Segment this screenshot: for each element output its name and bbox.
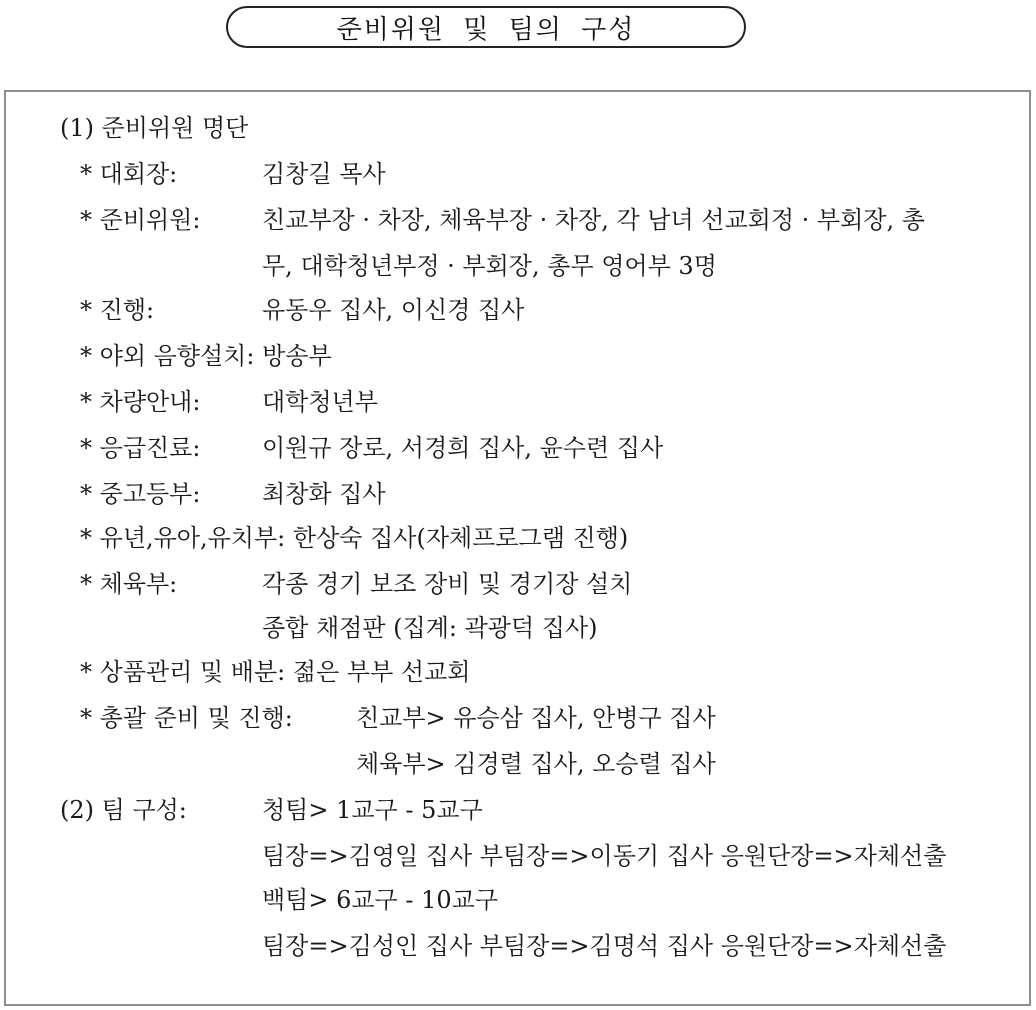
item-value: 친교부장 · 차장, 체육부장 · 차장, 각 남녀 선교회정 · 부회장, 총 (262, 206, 925, 234)
team-line: 팀장=>김영일 집사 부팀장=>이동기 집사 응원단장=>자체선출 (262, 842, 947, 870)
item-value: 이원규 장로, 서경희 집사, 윤수련 집사 (262, 434, 664, 462)
item-value: 최창화 집사 (262, 480, 386, 508)
item-value: 방송부 (262, 342, 332, 370)
item-value: 유동우 집사, 이신경 집사 (262, 296, 525, 324)
item-label: * 야외 음향설치: (80, 342, 255, 370)
section-2-heading: (2) 팀 구성: (60, 796, 187, 824)
item-value: 젊은 부부 선교회 (292, 658, 471, 686)
item-label: * 총괄 준비 및 진행: (80, 704, 293, 732)
team-line: 백팀> 6교구 - 10교구 (262, 886, 499, 914)
item-label-inline (80, 656, 470, 688)
item-label: * 체육부: (80, 570, 178, 598)
item-label: * 상품관리 및 배분: (80, 658, 286, 686)
item-value: 친교부> 유승삼 집사, 안병구 집사 (356, 704, 716, 732)
item-value: 한상숙 집사(자체프로그램 진행) (292, 524, 629, 552)
item-label: * 대회장: (80, 160, 178, 188)
item-value: 대학청년부 (262, 388, 378, 416)
section-1-heading: (1) 준비위원 명단 (60, 114, 249, 142)
item-value: 무, 대학청년부정 · 부회장, 총무 영어부 3명 (262, 252, 717, 280)
item-label-inline (80, 522, 628, 554)
document-title-text: 준비위원 및 팀의 구성 (336, 14, 636, 45)
team-line: 팀장=>김성인 집사 부팀장=>김명석 집사 응원단장=>자체선출 (262, 932, 947, 960)
item-label: * 중고등부: (80, 480, 201, 508)
document-title (226, 6, 746, 48)
item-label: * 응급진료: (80, 434, 201, 462)
item-label: * 유년,유아,유치부: (80, 524, 286, 552)
item-value: 각종 경기 보조 장비 및 경기장 설치 (262, 570, 633, 598)
item-value: 체육부> 김경렬 집사, 오승렬 집사 (356, 750, 716, 778)
item-label: * 준비위원: (80, 206, 201, 234)
item-value: 김창길 목사 (262, 160, 386, 188)
item-label: * 진행: (80, 296, 155, 324)
item-value: 종합 채점판 (집계: 곽광덕 집사) (262, 614, 598, 642)
item-label: * 차량안내: (80, 388, 201, 416)
item-label-inline (80, 340, 332, 372)
team-line: 청팀> 1교구 - 5교구 (262, 796, 483, 824)
